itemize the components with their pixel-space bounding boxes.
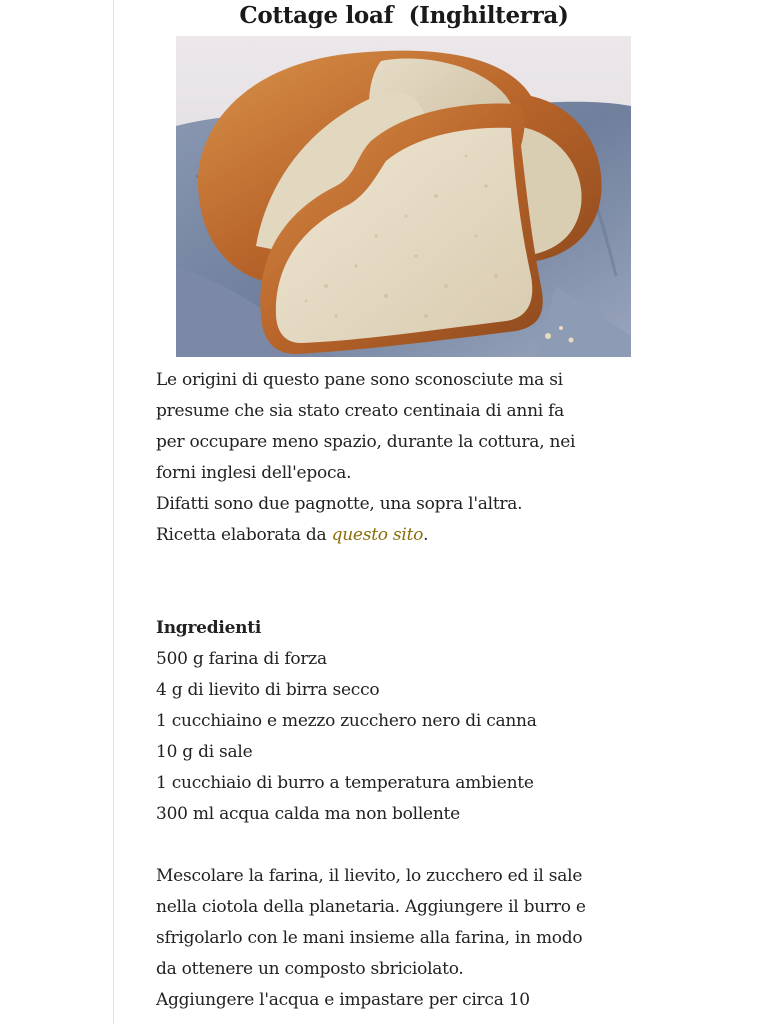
ingredient-item: 500 g farina di forza <box>156 649 327 669</box>
spacer <box>156 830 626 861</box>
content-left-border <box>113 0 114 1024</box>
intro-line: per occupare meno spazio, durante la cottura, nei <box>156 432 576 452</box>
ingredient-item: 1 cucchiaino e mezzo zucchero nero di canna <box>156 711 537 731</box>
recipe-source-prefix: Ricetta elaborata da <box>156 525 332 545</box>
ingredient-item: 4 g di lievito di birra secco <box>156 680 380 700</box>
recipe-source-suffix: . <box>423 525 429 545</box>
post-body <box>156 365 626 1016</box>
cottage-loaf-photo <box>176 36 631 357</box>
spacer <box>156 551 626 613</box>
method-line: nella ciotola della planetaria. Aggiungere il burro e <box>156 897 586 917</box>
ingredient-item: 1 cucchiaio di burro a temperatura ambiente <box>156 773 534 793</box>
intro-line: presume che sia stato creato centinaia di anni fa <box>156 401 565 421</box>
source-site-link[interactable]: questo sito <box>331 525 424 545</box>
method-line: Mescolare la farina, il lievito, lo zucchero ed il sale <box>156 866 583 886</box>
post-title: Cottage loaf (Inghilterra) <box>239 2 569 29</box>
method-line: Aggiungere l'acqua e impastare per circa 10 <box>156 990 530 1010</box>
intro-line: Le origini di questo pane sono sconosciute ma si <box>156 370 563 390</box>
method-line: sfrigolarlo con le mani insieme alla farina, in modo <box>156 928 583 948</box>
intro-line: Difatti sono due pagnotte, una sopra l'altra. <box>156 494 523 514</box>
ingredient-item: 300 ml acqua calda ma non bollente <box>156 804 460 824</box>
recipe-source <box>156 520 626 551</box>
method-line: da ottenere un composto sbriciolato. <box>156 959 464 979</box>
ingredients-heading: Ingredienti <box>156 618 262 638</box>
intro-line: forni inglesi dell'epoca. <box>156 463 352 483</box>
ingredient-item: 10 g di sale <box>156 742 253 762</box>
